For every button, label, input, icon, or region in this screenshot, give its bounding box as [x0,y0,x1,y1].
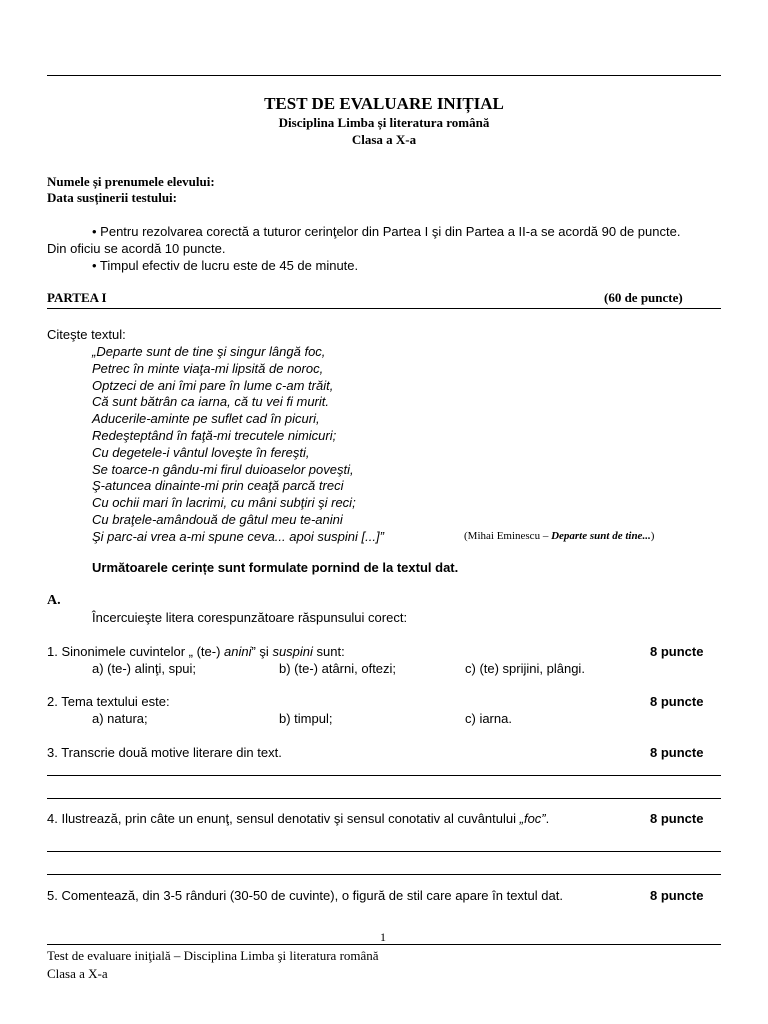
poem-line: Petrec în minte viaţa-mi lipsită de noroc, [92,360,324,376]
question-4-text: 4. Ilustrează, prin câte un enunţ, sensul denotativ şi sensul conotativ al cuvântului [47,811,520,826]
question-4-text-end: . [545,811,550,826]
question-3-points: 8 puncte [650,745,704,760]
part1-title: PARTEA I [47,290,107,305]
footer-line-2: Clasa a X-a [47,966,108,981]
poem-line: Ş-atuncea dinainte-mi prin ceaţă parcă treci [92,478,344,494]
poem-line: Cu ochii mari în lacrimi, cu mâni subţiri şi reci; [92,495,356,511]
poem-line: Optzeci de ani îmi pare în lume c-am trăit, [92,377,334,393]
poem-line: Aducerile-aminte pe suflet cad în picuri, [92,411,320,427]
question-1-option-a[interactable]: a) (te-) alinţi, spui; [92,661,197,676]
page-subtitle: Disciplina Limba și literatura română [278,115,490,130]
read-label: Citeşte textul: [47,327,126,342]
attribution-author: (Mihai Eminescu – [464,530,552,542]
question-1-option-b[interactable]: b) (te-) atârni, oftezi; [279,661,397,676]
question-1-text-mid: ” şi [251,644,273,659]
top-rule [47,75,721,76]
question-1-word-anini: anini [224,644,252,659]
answer-line[interactable] [47,775,721,776]
question-4-points: 8 puncte [650,811,704,826]
section-a-label: A. [47,593,61,608]
attribution-end: ) [650,530,655,542]
footer-line-1: Test de evaluare iniţială – Disciplina Limba şi literatura română [47,948,379,963]
question-1-points: 8 puncte [650,644,704,659]
instruction-line-3: • Timpul efectiv de lucru este de 45 de minute. [92,258,359,273]
class-label: Clasa a X-a [351,132,417,147]
poem-attribution [464,530,654,542]
part1-points: (60 de puncte) [604,290,683,305]
requirements-intro: Următoarele cerințe sunt formulate pornind de la textul dat. [92,560,459,575]
poem-line: Cu braţele-amândouă de gâtul meu te-anini [92,511,343,527]
page-number: 1 [380,930,386,944]
question-1-text: 1. Sinonimele cuvintelor „ (te-) [47,644,225,659]
poem-line: „Departe sunt de tine şi singur lângă foc, [92,344,326,359]
question-2-option-a[interactable]: a) natura; [92,711,148,726]
question-1-option-c[interactable]: c) (te) sprijini, plângi. [465,661,585,676]
instruction-line-1: • Pentru rezolvarea corectă a tuturor cerinţelor din Partea I şi din Partea a II-a se acordă 90 de puncte. [92,224,681,239]
question-3: 3. Transcrie două motive literare din text. [47,745,282,760]
answer-line[interactable] [47,798,721,799]
answer-line[interactable] [47,851,721,852]
question-4-word-foc: „foc” [519,811,546,826]
question-2-option-c[interactable]: c) iarna. [465,711,512,726]
question-2-option-b[interactable]: b) timpul; [279,711,333,726]
page-title: TEST DE EVALUARE INIȚIAL [264,94,504,113]
poem-line: Cu degetele-i vântul loveşte în fereşti, [92,444,310,460]
poem-text [92,344,384,546]
test-date-label: Data susținerii testului: [47,190,177,205]
attribution-title: Departe sunt de tine... [551,530,651,542]
part1-rule [47,308,721,309]
poem-line: Şi parc-ai vrea a-mi spune ceva... apoi suspini [...]” [92,528,384,544]
question-1 [47,644,345,659]
answer-line[interactable] [47,874,721,875]
student-name-label: Numele și prenumele elevului: [47,174,215,189]
instruction-line-2: Din oficiu se acordă 10 puncte. [47,241,226,256]
question-5: 5. Comentează, din 3-5 rânduri (30-50 de cuvinte), o figură de stil care apare în textul dat. [47,888,563,903]
question-2: 2. Tema textului este: [47,694,170,709]
question-1-text-end: sunt: [312,644,345,659]
section-a-instruction: Încercuieşte litera corespunzătoare răspunsului corect: [92,610,408,625]
question-5-points: 8 puncte [650,888,704,903]
footer-rule [47,944,721,945]
question-2-points: 8 puncte [650,694,704,709]
poem-line: Redeşteptând în faţă-mi trecutele nimicuri; [92,427,337,443]
poem-line: Se toarce-n gându-mi firul duioaselor poveşti, [92,461,354,477]
poem-line: Că sunt bătrân ca iarna, că tu vei fi murit. [92,394,329,410]
question-4 [47,811,549,826]
question-1-word-suspini: suspini [272,644,313,659]
